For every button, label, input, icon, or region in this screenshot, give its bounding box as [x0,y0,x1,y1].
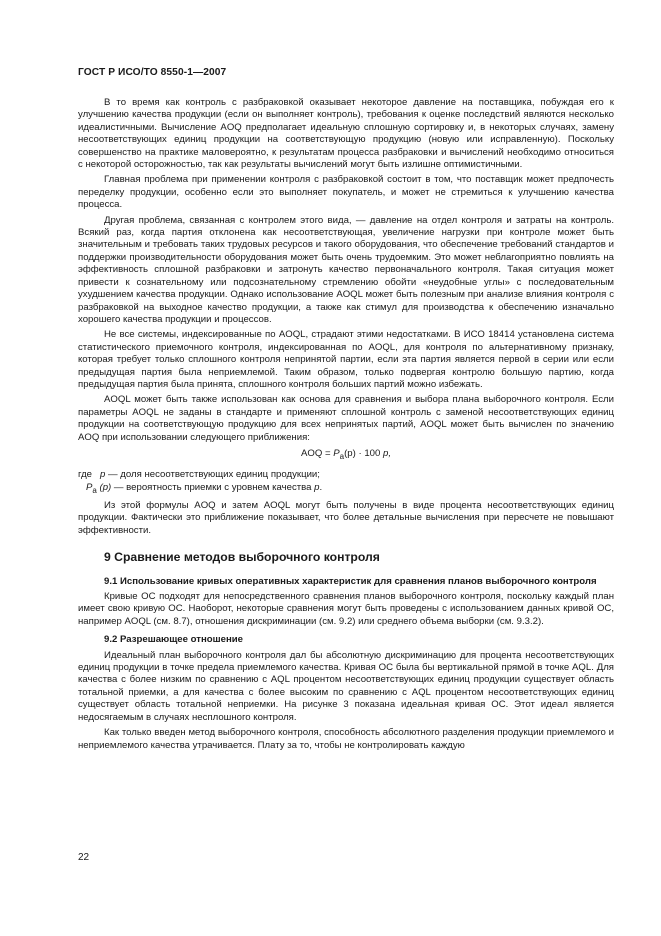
document-body [78,97,614,755]
formula-sub: a [339,451,345,461]
paragraph: AOQL может быть также использован как основа для сравнения и выбора плана выборочного контроля. Если параметры AOQL не заданы в стандарте и применяют сплошной контроль с заменой несоответствующих единиц продукции на соответствующую продукцию для всех непринятых партий, AOQL может быть вычислен по значению AOQ при использовании следующего приближения: [78,394,614,443]
formula-lhs: AOQ = [300,447,334,459]
where-pa-arg: (p) [96,481,112,493]
document-header: ГОСТ Р ИСО/ТО 8550-1—2007 [78,67,227,78]
section-9-2-title: 9.2 Разрешающее отношение [104,634,243,646]
paragraph: Кривые ОС подходят для непосредственного сравнения планов выборочного контроля, поскольку каждый план имеет свою кривую ОС. Наоборот, некоторые сравнения могут быть проведены с использованием данных кривой ОС, например AOQL (см. 8.7), отношения дискриминации (см. 9.2) или среднего объема выборки (см. 9.3.2). [78,591,614,627]
formula-P: P [333,447,340,459]
paragraph: Из этой формулы AOQ и затем AOQL могут быть получены в виде процента несоответствующих единиц продукции. Фактически это приближение показывает, что более детальные вычисления при пересчете не повышают эффективности. [78,500,614,536]
paragraph: Как только введен метод выборочного контроля, способность абсолютного разделения продукции приемлемого и неприемлемого качества утрачивается. Плату за то, чтобы не контролировать каждую [78,727,614,751]
where-pa-sub: a [92,485,97,495]
where-p-definition: — доля несоответствующих единиц продукции; [105,469,320,481]
section-9-1-title: 9.1 Использование кривых оперативных характеристик для сравнения планов выборочного контроля [104,575,597,587]
where-line-p [78,469,614,481]
section-9-title: 9 Сравнение методов выборочного контроля [104,550,380,565]
where-line-pa [78,482,614,497]
where-pa-def-end: . [319,481,323,493]
where-pa-def-p: p [314,481,320,493]
where-label: где [78,469,93,481]
paragraph: Идеальный план выборочного контроля дал бы абсолютную дискриминацию для процента несоответствующих единиц продукции в точке предела приемлемого качества. Кривая ОС была бы вертикальной прямой в точке AQL. Для качества с более низким по сравнению с AQL процентом несоответствующих единиц продукции существует область тотальной приемки, а для качества с более высоким по сравнению с AQL процентом несоответствующих единиц существует область тотальной неприемки. На рисунке 3 показана идеальная кривая ОС. Этот идеал является недосягаемым в случаях несплошного контроля. [78,649,614,723]
paragraph: В то время как контроль с разбраковкой оказывает некоторое давление на поставщика, побуждая его к улучшению качества продукции (если он выполняет контроль), требования к оценке последствий являются несколько идеалистичными. Вычисление AOQ предполагает идеальную сплошную сортировку и, в некоторых случаях, замену несоответствующих единиц продукции на соответствующую продукцию (новую или исправленную). Поскольку совершенство на практике маловероятно, к результатам процесса разбраковки и вычислений необходимо относиться с некоторой осторожностью, так как результаты вычислений могут быть излишне оптимистичными. [78,97,614,171]
where-p-symbol: p [100,469,106,481]
paragraph: Другая проблема, связанная с контролем этого вида, — давление на отдел контроля и затраты на контроль. Всякий раз, когда партия отклонена как несоответствующая, увеличение нагрузки при контроле может быть значительным и требовать таких трудовых ресурсов и такого оборудования, что обеспечение требований стандартов и поддержки производительности оборудования может быть очень трудоемким. Это может неблагоприятно повлиять на эффективность сплошной разбраковки и затронуть качество первоначального контроля. Такая ситуация может привести к сознательному или подсознательному стремлению обойти «неудобные углы» с последовательным ухудшением качества продукции. Однако использование AOQL может быть полезным при анализе влияния контроля с разбраковкой на выходное качество продукции, а также как стимул для производства к обеспечению изначально хорошего качества продукции и процессов. [78,214,614,325]
aoq-formula [78,448,614,463]
formula-end: p, [383,447,392,459]
paragraph: Не все системы, индексированные по AOQL, страдают этими недостатками. В ИСО 18414 установлена система статистического приемочного контроля, индексированная по AOQL, для контроля по альтернативному признаку, которая требует только сплошного контроля непринятой партии, если эта партия является первой в серии или если предыдущая партия была неприемлемой. Таким образом, только подвергая контролю большую партию, когда предыдущая партия была принята, сплошного контроля больших партий можно избежать. [78,329,614,390]
where-pa-definition: — вероятность приемки с уровнем качества [111,481,315,493]
paragraph: Главная проблема при применении контроля с разбраковкой состоит в том, что поставщик может предпочесть переделку продукции, особенно если это выполняет покупатель, и может не стремиться к улучшению качества процесса. [78,174,614,211]
where-pa-symbol: P [86,481,93,493]
formula-arg: (p) [344,447,356,459]
page-number: 22 [78,852,90,863]
formula-tail: · 100 [355,447,384,459]
